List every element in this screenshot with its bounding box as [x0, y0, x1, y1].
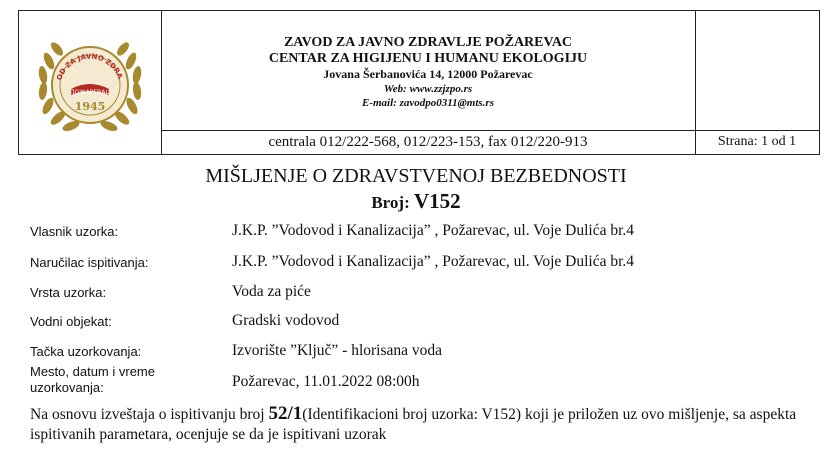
field-value: J.K.P. ”Vodovod i Kanalizacija” , Požarevac, ul. Voje Dulića br.4 — [232, 222, 635, 239]
svg-text:1945: 1945 — [74, 100, 106, 113]
field-value: J.K.P. ”Vodovod i Kanalizacija” , Požarevac, ul. Voje Dulića br.4 — [232, 253, 635, 270]
field-value: Gradski vodovod — [232, 312, 340, 329]
paragraph-text: (Identifikacioni broj uzorka: V152) koji je priložen uz ovo mišljenje, sa aspekta ispitivanih parametara, ocenjuje se da je ispitivani uzorak — [30, 406, 797, 443]
institution-email: E-mail: zavodpo0311@mts.rs — [362, 97, 494, 109]
field-label: Naručilac ispitivanja: — [30, 255, 149, 270]
field-label — [30, 364, 220, 396]
wreath-logo-icon — [19, 11, 161, 154]
institution-name: ZAVOD ZA JAVNO ZDRAVLJE POŽAREVAC — [283, 35, 573, 50]
field-label: Vodni objekat: — [30, 314, 112, 329]
page-indicator: Strana: 1 od 1 — [717, 134, 797, 149]
document-number-label: Broj: — [371, 193, 410, 212]
institution-logo — [19, 11, 161, 154]
conclusion-paragraph — [30, 404, 820, 445]
institution-web: Web: www.zzjzpo.rs — [383, 83, 473, 95]
institution-info — [161, 35, 695, 110]
svg-text:ПОЖАРЕВАЦ: ПОЖАРЕВАЦ — [69, 89, 111, 96]
field-label-line: uzorkovanja: — [30, 380, 104, 395]
field-label-line: Mesto, datum i vreme — [30, 364, 155, 379]
field-value: Požarevac, 11.01.2022 08:00h — [232, 373, 420, 390]
svg-text:ZAVOD ZA JAVNO ZDRAVLJE: OD ZA JAVNO ZDRA — [55, 52, 124, 82]
field-value: Voda za piće — [232, 283, 311, 300]
field-label: Vlasnik uzorka: — [30, 224, 119, 239]
field-label: Vrsta uzorka: — [30, 285, 107, 300]
field-label: Tačka uzorkovanja: — [30, 344, 142, 359]
header-divider — [161, 130, 819, 131]
header-table — [18, 10, 820, 155]
document-number — [0, 189, 832, 215]
document-number-value: V152 — [413, 189, 461, 213]
center-name: CENTAR ZA HIGIJENU I HUMANU EKOLOGIJU — [268, 51, 588, 66]
institution-address: Jovana Šerbanovića 14, 12000 Požarevac — [323, 67, 533, 81]
paragraph-text: Na osnovu izveštaja o ispitivanju broj — [30, 406, 269, 423]
contact-line: centrala 012/222-568, 012/223-153, fax 012/220-913 — [268, 134, 588, 150]
field-value: Izvorište ”Ključ” - hlorisana voda — [232, 342, 443, 359]
document-title: MIŠLJENJE O ZDRAVSTVENOJ BEZBEDNOSTI — [205, 165, 627, 187]
report-number: 52/1 — [268, 403, 303, 424]
